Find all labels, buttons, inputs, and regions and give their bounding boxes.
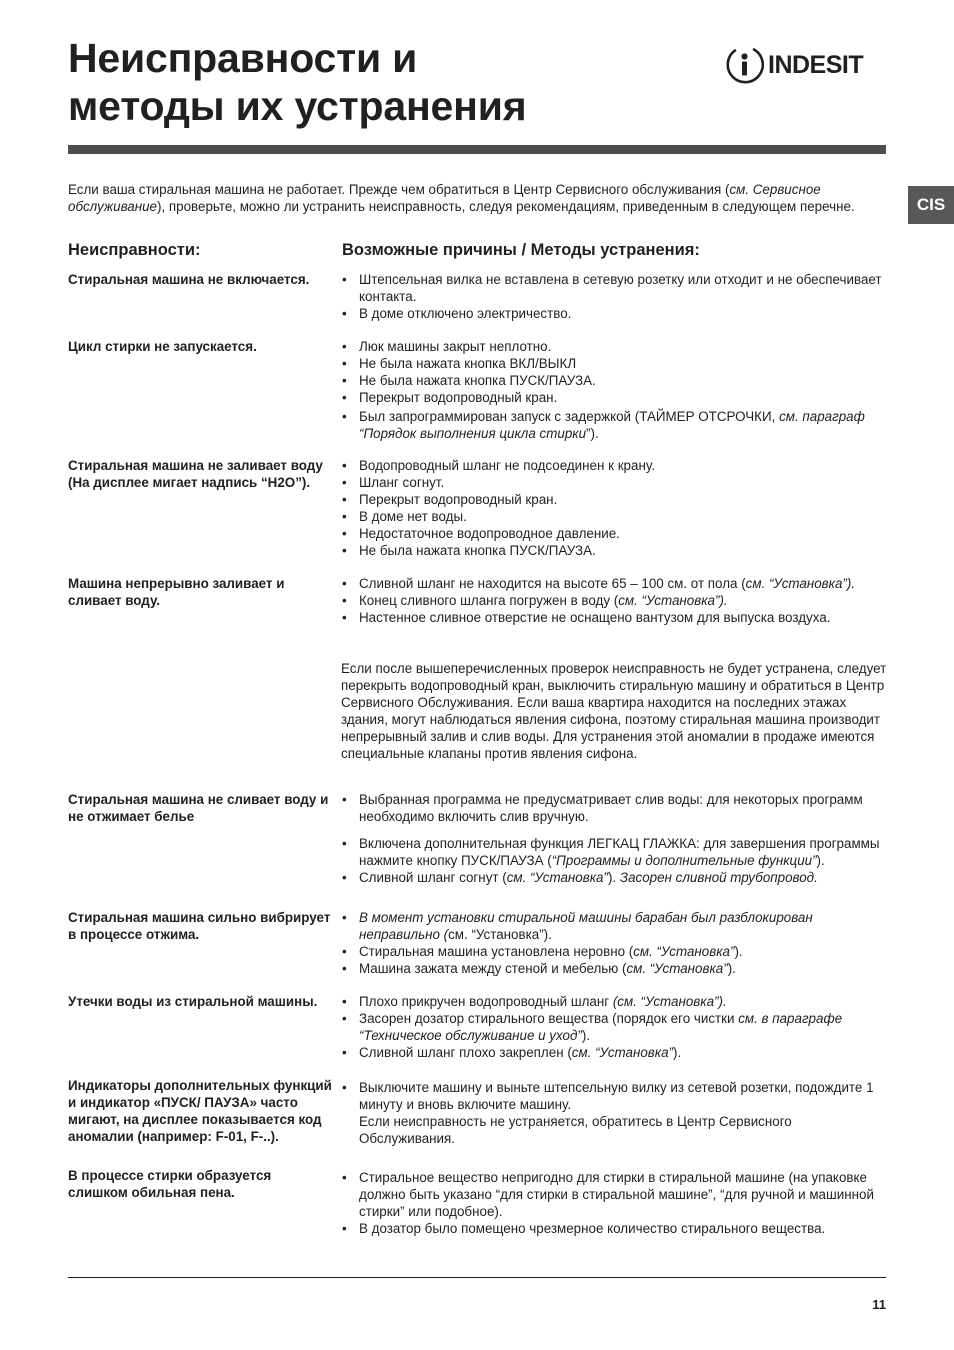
cause-item: • В момент установки стиральной машины барабан был разблокирован неправильно (см. “Установка”). <box>341 909 886 943</box>
cause-list <box>341 1169 886 1237</box>
brand-logo <box>724 42 863 88</box>
problem-text: В процессе стирки образуется слишком обильная пена. <box>68 1168 272 1200</box>
intro-paragraph: Если ваша стиральная машина не работает. Прежде чем обратиться в Центр Сервисного обслуживания (см. Сервисное обслуживание), проверьте, можно ли устранить неисправность, следуя рекомендациям, приведенным в следующем перечне. <box>68 182 855 214</box>
cause-item: • Машина зажата между стеной и мебелью (см. “Установка”). <box>341 960 886 977</box>
cause-list <box>341 1079 886 1147</box>
cause-item: • В дозатор было помещено чрезмерное количество стирального вещества. <box>341 1220 886 1237</box>
cause-item: • Плохо прикручен водопроводный шланг (см. “Установка”). <box>341 993 886 1010</box>
cause-list <box>341 575 886 626</box>
indesit-i-logo-icon <box>724 45 764 85</box>
cause-item: • Недостаточное водопроводное давление. <box>341 525 886 542</box>
problem-text: Стиральная машина не сливает воду и не отжимает белье <box>68 792 329 824</box>
cause-item: • В доме нет воды. <box>341 508 886 525</box>
problem-text: Машина непрерывно заливает и сливает воду. <box>68 576 285 608</box>
cause-item: • Перекрыт водопроводный кран. <box>341 389 886 406</box>
cause-item: • Настенное сливное отверстие не оснащено вантузом для выпуска воздуха. <box>341 609 886 626</box>
cause-item: • В доме отключено электричество. <box>341 305 886 322</box>
cause-item: • Засорен дозатор стирального вещества (порядок его чистки см. в параграфе “Техническое обслуживание и уход”). <box>341 1010 886 1044</box>
cause-list <box>341 338 886 442</box>
cause-item: • Шланг согнут. <box>341 474 886 491</box>
cause-item: • Сливной шланг плохо закреплен (см. “Установка”). <box>341 1044 886 1061</box>
cause-list <box>341 791 886 886</box>
cause-item: • Перекрыт водопроводный кран. <box>341 491 886 508</box>
language-tab: CIS <box>908 186 954 224</box>
problem-text: Стиральная машина не заливает воду (На дисплее мигает надпись “H2O”). <box>68 458 323 490</box>
cause-item: • Люк машины закрыт неплотно. <box>341 338 886 355</box>
cause-list <box>341 457 886 559</box>
problem-text: Стиральная машина не включается. <box>68 272 310 287</box>
cause-item: • Штепсельная вилка не вставлена в сетевую розетку или отходит и не обеспечивает контакта. <box>341 271 886 305</box>
cause-list <box>341 909 886 977</box>
cause-item: • Сливной шланг согнут (см. “Установка”). Засорен сливной трубопровод. <box>341 869 886 886</box>
cause-item: • Не была нажата кнопка ВКЛ/ВЫКЛ <box>341 355 886 372</box>
problems-column-heading: Неисправности: <box>68 241 201 259</box>
title-line-2: методы их устранения <box>68 83 527 129</box>
cause-item: • Сливной шланг не находится на высоте 65 – 100 см. от пола (см. “Установка”). <box>341 575 886 592</box>
cause-note: Если после вышеперечисленных проверок неисправность не будет устранена, следует перекрыть водопроводный кран, выключить стиральную машину и обратиться в Центр Сервисного Обслуживания. Если ваша квартира находится на последних этажах здания, могут наблюдаться явления сифона, поэтому стиральная машина производит непрерывный залив и слив воды. Для устранения этой аномалии в продаже имеются специальные клапаны против явления сифона. <box>341 661 887 761</box>
cause-item: • Включена дополнительная функция ЛЕГКАЦ ГЛАЖКА: для завершения программы нажмите кнопку ПУСК/ПАУЗА (“Программы и дополнительные функции”). <box>341 835 886 869</box>
cause-item: • Конец сливного шланга погружен в воду (см. “Установка”). <box>341 592 886 609</box>
header-rule <box>68 145 886 154</box>
title-line-1: Неисправности и <box>68 35 418 81</box>
cause-item: • Выбранная программа не предусматривает слив воды: для некоторых программ необходимо включить слив вручную. <box>341 791 886 825</box>
cause-item: • Стиральная машина установлена неровно (см. “Установка”). <box>341 943 886 960</box>
page-title <box>68 34 526 130</box>
cause-item: • Стиральное вещество непригодно для стирки в стиральной машине (на упаковке должно быть указано “для стирки в стиральной машине”, “для ручной и машинной стирки” или подобное). <box>341 1169 886 1220</box>
page-number: 11 <box>872 1297 886 1312</box>
brand-name: INDESIT <box>768 50 864 79</box>
cause-item: • Был запрограммирован запуск с задержкой (ТАЙМЕР ОТСРОЧКИ, см. параграф “Порядок выполнения цикла стирки”). <box>341 408 886 442</box>
cause-item: • Не была нажата кнопка ПУСК/ПАУЗА. <box>341 542 886 559</box>
cause-item: • Выключите машину и выньте штепсельную вилку из сетевой розетки, подождите 1 минуту и вновь включите машину. Если неисправность не устраняется, обратитесь в Центр Сервисного Обслуживания. <box>341 1079 886 1147</box>
footer-rule <box>68 1277 886 1278</box>
cause-item: • Не была нажата кнопка ПУСК/ПАУЗА. <box>341 372 886 389</box>
problem-text: Утечки воды из стиральной машины. <box>68 994 318 1009</box>
cause-list <box>341 271 886 322</box>
cause-list <box>341 993 886 1061</box>
problem-text: Цикл стирки не запускается. <box>68 339 257 354</box>
causes-column-heading: Возможные причины / Методы устранения: <box>342 241 700 259</box>
problem-text: Стиральная машина сильно вибрирует в процессе отжима. <box>68 910 331 942</box>
problem-text: Индикаторы дополнительных функций и индикатор «ПУСК/ ПАУЗА» часто мигают, на дисплее показывается код аномалии (например: F-01, F-..). <box>68 1078 332 1144</box>
cause-item: • Водопроводный шланг не подсоединен к крану. <box>341 457 886 474</box>
